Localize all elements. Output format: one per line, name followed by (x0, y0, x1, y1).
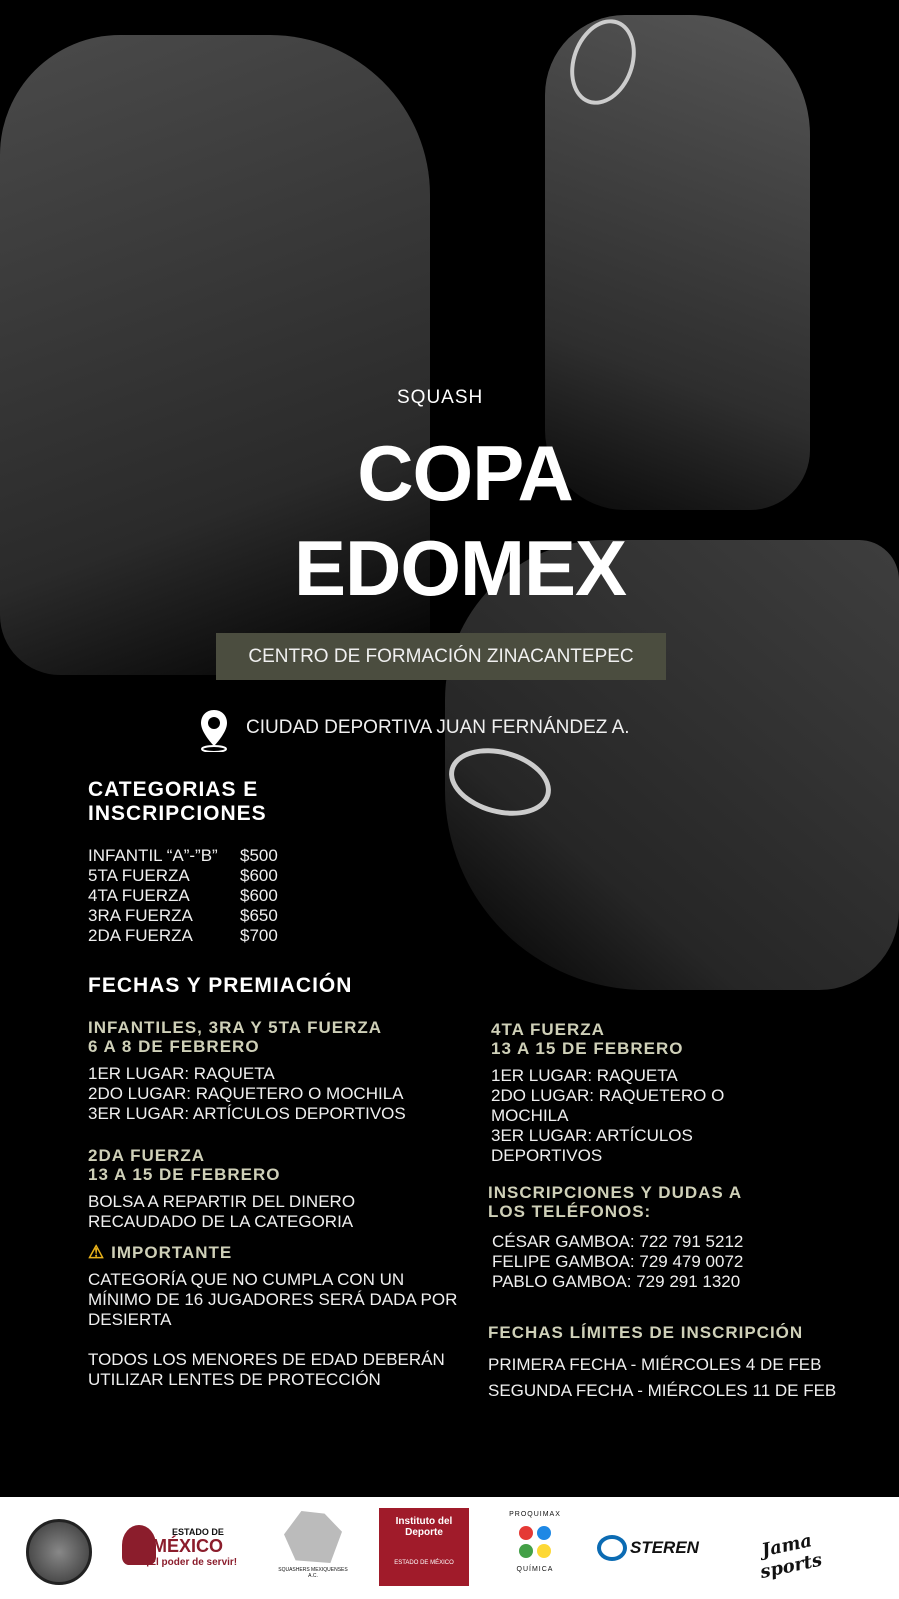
venue-banner: CENTRO DE FORMACIÓN ZINACANTEPEC (216, 633, 666, 680)
warning-icon: ⚠ (88, 1242, 106, 1262)
steren-mark-icon (597, 1535, 627, 1561)
sponsors-footer (0, 1497, 899, 1599)
category-row: 3RA FUERZA $650 (88, 906, 278, 925)
squash-association-logo: SQUASHERS MEXIQUENSES A.C. (278, 1511, 348, 1585)
important-section: ⚠ IMPORTANTE CATEGORÍA QUE NO CUMPLA CON UN MÍNIMO DE 16 JUGADORES SERÁ DADA POR DESIERTA TODOS LOS MENORES DE EDAD DEBERÁN UTILIZAR LENTES DE PROTECCIÓN (88, 1242, 458, 1389)
group-2da-fuerza: 2DA FUERZA 13 A 15 DE FEBRERO BOLSA A REPARTIR DEL DINERO RECAUDADO DE LA CATEGORIA (88, 1146, 356, 1231)
group-4ta-fuerza: 4TA FUERZA 13 A 15 DE FEBRERO 1ER LUGAR: RAQUETA 2DO LUGAR: RAQUETERO O MOCHILA 3ER LUGAR: ARTÍCULOS DEPORTIVOS (491, 1020, 725, 1165)
contacts-section: INSCRIPCIONES Y DUDAS A LOS TELÉFONOS: CÉSAR GAMBOA: 722 791 5212 FELIPE GAMBOA: 729 479 0072 PABLO GAMBOA: 729 291 1320 (488, 1183, 744, 1291)
title-line-2: EDOMEX (293, 524, 627, 612)
estado-mexico-logo: ESTADO DE MÉXICO ¡El poder de servir! (122, 1519, 252, 1579)
group-infantiles: INFANTILES, 3RA Y 5TA FUERZA 6 A 8 DE FEBRERO 1ER LUGAR: RAQUETA 2DO LUGAR: RAQUETERO O MOCHILA 3ER LUGAR: ARTÍCULOS DEPORTIVOS (88, 1018, 406, 1123)
jama-sports-logo: Jama sports (758, 1530, 825, 1584)
title-line-1: COPA (357, 429, 573, 517)
category-row: 2DA FUERZA $700 (88, 926, 278, 945)
location-pin-icon (199, 708, 229, 752)
categories-list (88, 846, 278, 946)
proquimax-logo: PROQUIMAX QUÍMICA (509, 1511, 561, 1573)
categories-heading: CATEGORIAS E INSCRIPCIONES (88, 778, 267, 825)
category-row: 5TA FUERZA $600 (88, 866, 278, 885)
deadlines-section: FECHAS LÍMITES DE INSCRIPCIÓN PRIMERA FECHA - MIÉRCOLES 4 DE FEB SEGUNDA FECHA - MIÉRCOLES 11 DE FEB (488, 1323, 837, 1400)
location-text: CIUDAD DEPORTIVA JUAN FERNÁNDEZ A. (246, 717, 630, 738)
category-row: 4TA FUERZA $600 (88, 886, 278, 905)
dates-heading: FECHAS Y PREMIACIÓN (88, 974, 353, 997)
category-row: INFANTIL “A”-”B” $500 (88, 846, 278, 865)
instituto-deporte-logo: Instituto del Deporte ESTADO DE MÉXICO (379, 1508, 469, 1586)
sport-label: SQUASH (397, 387, 484, 408)
steren-logo: STEREN (597, 1533, 701, 1563)
squash-club-logo (26, 1519, 92, 1585)
